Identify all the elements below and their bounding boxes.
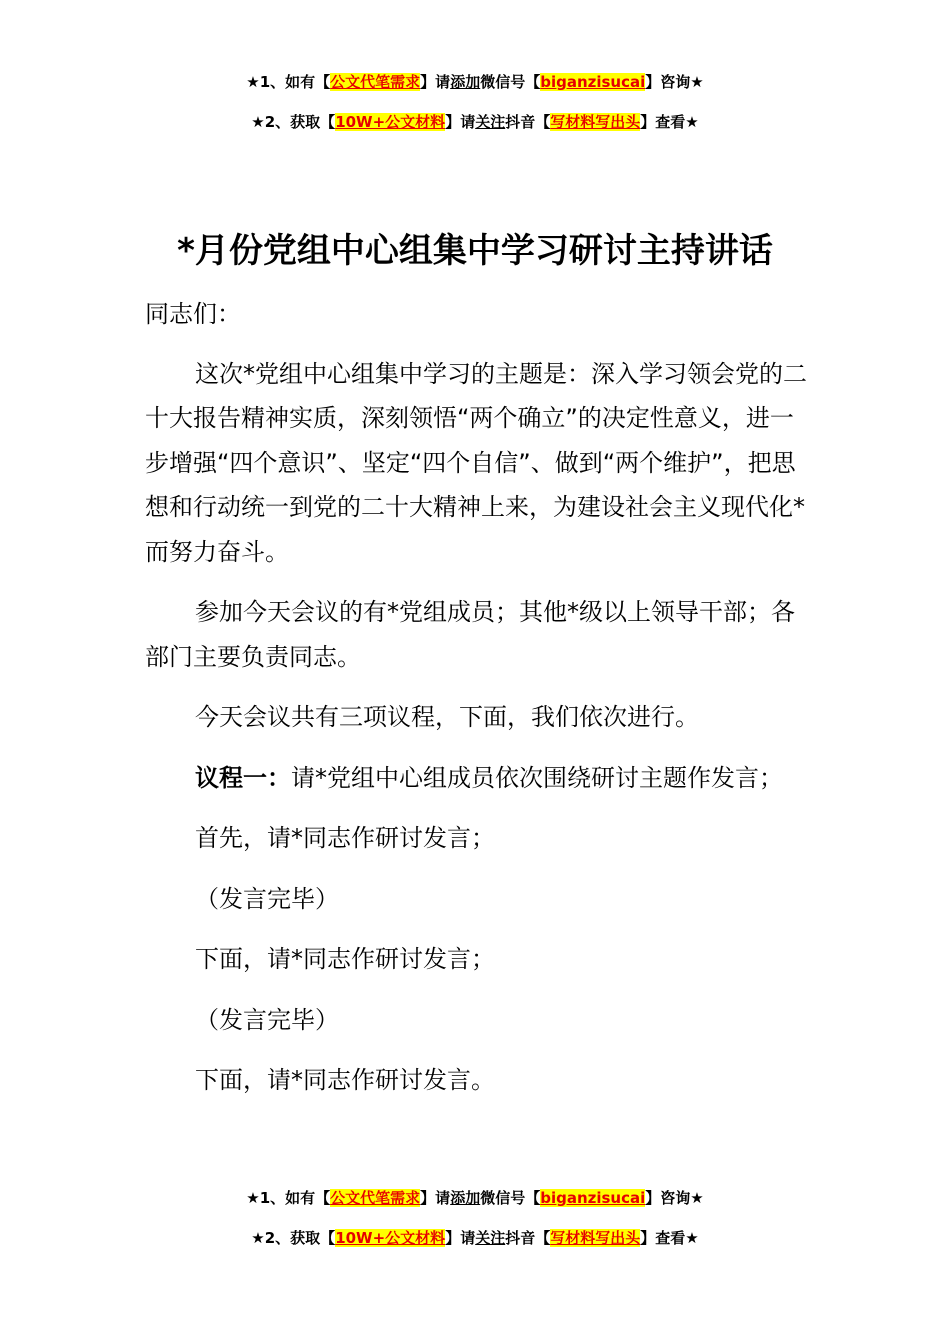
footer-banner (0, 1178, 950, 1258)
banner-text: ★1、如有【 (246, 1189, 331, 1207)
banner-text: 微信号【 (480, 1189, 541, 1207)
agenda-one-label: 议程一： (195, 763, 291, 792)
banner-text: 抖音【 (505, 1229, 551, 1247)
speaker-line-3: 下面，请*同志作研讨发言。 (195, 1066, 495, 1094)
document-title: *月份党组中心组集中学习研讨主持讲话 (177, 231, 773, 271)
speaker-line-2: 下面，请*同志作研讨发言； (195, 945, 495, 973)
banner-text: 】请 (445, 1229, 476, 1247)
banner-text: 抖音【 (505, 113, 551, 131)
speaker-line-1: 首先，请*同志作研讨发言； (195, 824, 495, 852)
banner-text: 】咨询★ (645, 1189, 704, 1207)
banner-highlight: 公文代笔需求 (330, 1189, 421, 1207)
banner-text: 】请 (420, 1189, 451, 1207)
banner-text: ★2、获取【 (251, 1229, 336, 1247)
banner-highlight: biganzisucai (540, 1189, 646, 1207)
paragraph-agenda-one (145, 756, 810, 801)
banner-text: 】查看★ (640, 1229, 699, 1247)
banner-line-1 (0, 62, 950, 102)
banner-highlight: 10W+公文材料 (335, 1229, 446, 1247)
salutation: 同志们： (145, 300, 241, 328)
agenda-one-text: 请*党组中心组成员依次围绕研讨主题作发言； (291, 763, 783, 792)
speech-done-1: （发言完毕） (195, 884, 339, 913)
banner-text: 】请 (420, 73, 451, 91)
banner-line-2 (0, 1218, 950, 1258)
banner-text: 】请 (445, 113, 476, 131)
header-banner (0, 62, 950, 142)
paragraph-theme: 这次*党组中心组集中学习的主题是：深入学习领会党的二十大报告精神实质，深刻领悟“两个确立”的决定性意义，进一步增强“四个意识”、坚定“四个自信”、做到“两个维护”，把思想和行动统一到党的二十大精神上来，为建设社会主义现代化*而努力奋斗。 (145, 359, 807, 566)
banner-text: 微信号【 (480, 73, 541, 91)
banner-highlight: 公文代笔需求 (330, 73, 421, 91)
banner-underline: 关注 (475, 1229, 506, 1247)
paragraph-agenda-intro: 今天会议共有三项议程，下面，我们依次进行。 (195, 703, 699, 731)
banner-text: 】查看★ (640, 113, 699, 131)
speech-done-2: （发言完毕） (195, 1005, 339, 1034)
banner-underline: 添加 (450, 1189, 481, 1207)
paragraph-attendees: 参加今天会议的有*党组成员；其他*级以上领导干部；各部门主要负责同志。 (145, 598, 795, 671)
banner-line-1 (0, 1178, 950, 1218)
banner-highlight: 写材料写出头 (550, 113, 641, 131)
banner-text: ★2、获取【 (251, 113, 336, 131)
banner-text: 】咨询★ (645, 73, 704, 91)
banner-highlight: 10W+公文材料 (335, 113, 446, 131)
banner-highlight: biganzisucai (540, 73, 646, 91)
banner-underline: 添加 (450, 73, 481, 91)
banner-text: ★1、如有【 (246, 73, 331, 91)
banner-underline: 关注 (475, 113, 506, 131)
banner-line-2 (0, 102, 950, 142)
banner-highlight: 写材料写出头 (550, 1229, 641, 1247)
document-body (145, 292, 810, 1103)
